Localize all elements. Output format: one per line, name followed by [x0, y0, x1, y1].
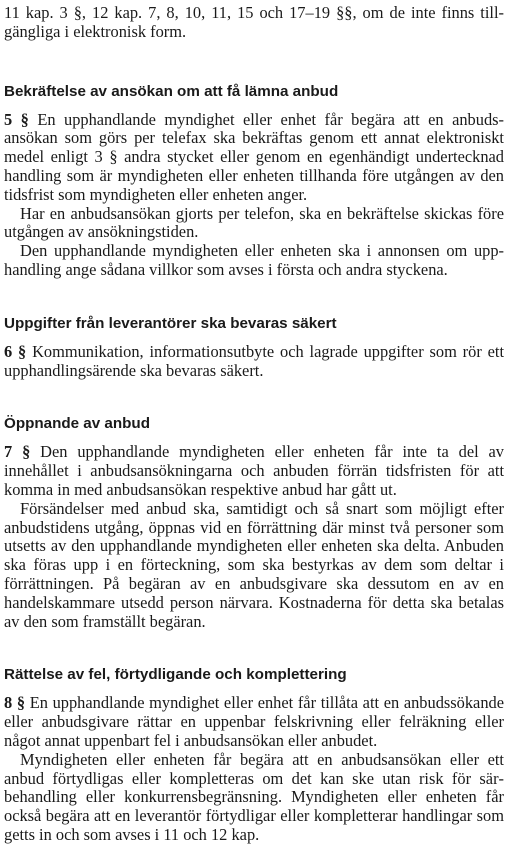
intro-continuation: 11 kap. 3 §, 12 kap. 7, 8, 10, 11, 15 och 17–19 §§, om de inte finns tillgängliga i elektronisk form.: [4, 3, 504, 41]
section-6-paragraph-1: [4, 343, 504, 381]
paragraph-text: Kommunikation, informationsutbyte och lagrade uppgifter som rör ett upphandlingsärende ska bevaras säkert.: [4, 341, 504, 380]
section-5-paragraph-1: [4, 111, 504, 205]
section-8-paragraph-2: Myndigheten eller enheten får begära att en anbudsansökan eller ett anbud förtydligas eller kompletteras om det kan ske utan risk för särbehandling eller konkurrensbegränsning. Myndigheten eller enheten får också begära att en leverantör förtydligar eller kompletterar handlingar som getts in och som avses i 11 och 12 kap.: [4, 749, 504, 844]
section-number: 6 §: [4, 341, 27, 361]
section-number: 5 §: [4, 109, 29, 129]
document-page: [4, 0, 504, 845]
section-number: 7 §: [4, 442, 31, 462]
section-number: 8 §: [4, 693, 26, 713]
section-7-paragraph-2: Försändelser med anbud ska, samtidigt och så snart som möjligt efter anbudstidens utgång, öppnas vid en förrättning där minst två personer som utsetts av den upphandlande myndigheten eller enheten ska delta. Anbuden ska föras upp i en förteckning, som ska bestyrkas av dem som deltar i förrättningen. På begäran av en anbudsgivare ska dessutom en av en handelskammare utsedd person närvara. Kostnaderna för detta ska betalas av den som framställt begäran.: [4, 498, 504, 631]
section-heading-opening-bids: Öppnande av anbud: [4, 415, 150, 433]
section-7-paragraph-1: [4, 443, 504, 499]
section-8-paragraph-1: [4, 694, 504, 750]
paragraph-text: En upphandlande myndighet eller enhet får begära att en anbudsansökan som görs per telefax ska bekräftas genom ett annat elektroniskt medel enligt 3 § andra stycket eller genom en egenhändigt undertecknad handling som är myndigheten eller enheten tillhanda före utgången av den tidsfrist som myndigheten eller enheten anger.: [4, 109, 504, 204]
paragraph-text: Den upphandlande myndigheten eller enheten får inte ta del av innehållet i anbudsansökningarna och anbuden förrän tidsfristen för att komma in med anbudsansökan respektive anbud har gått ut.: [4, 442, 504, 499]
section-heading-corrections: Rättelse av fel, förtydligande och komplettering: [4, 666, 347, 684]
section-5-paragraph-2: Har en anbudsansökan gjorts per telefon, ska en bekräftelse skickas före utgången av ansökningstiden.: [4, 203, 504, 242]
section-heading-confirmation: Bekräftelse av ansökan om att få lämna anbud: [4, 82, 339, 100]
section-5-paragraph-3: Den upphandlande myndigheten eller enheten ska i annonsen om upphandling ange sådana villkor som avses i första och andra styckena.: [4, 241, 504, 279]
paragraph-text: En upphandlande myndighet eller enhet får tillåta att en anbudssökande eller anbudsgivare rättar en uppenbar felskrivning eller felräkning eller något annat uppenbart fel i anbudsansökan eller anbudet.: [4, 693, 504, 750]
section-heading-secure-storage: Uppgifter från leverantörer ska bevaras säkert: [4, 314, 337, 332]
